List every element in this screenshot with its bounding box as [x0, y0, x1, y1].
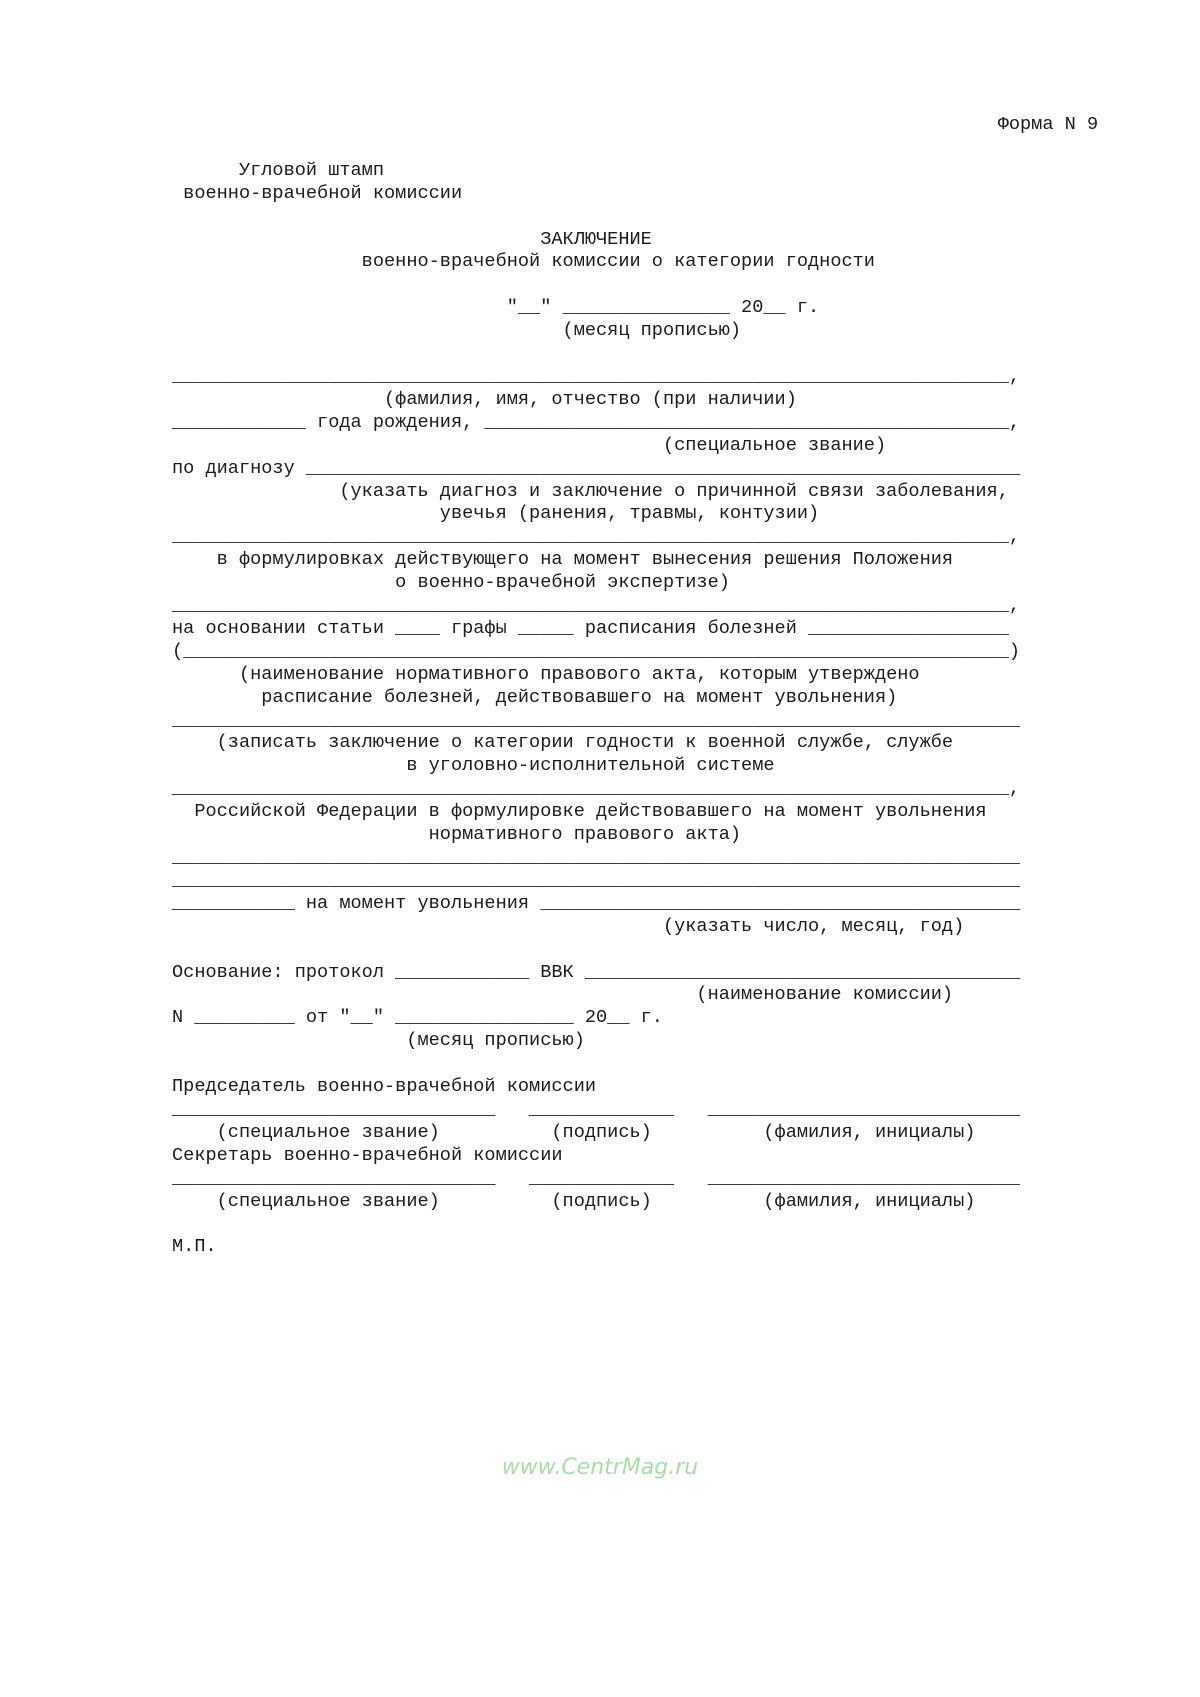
form-n9-text: Форма N 9 Угловой штамп военно-врачебной комиссии ЗАКЛЮЧЕНИЕ военно-врачебной комиссии о категории годности "__" _______________ 20__ г. (месяц прописью) ___________________________________________________________________________, (фамилия, имя, отчество (при наличии) ____________ года рождения, _______________________________________________, (специальное звание) по диагнозу ________________________________________________________________ (указать диагноз и заключение о причинной связи заболевания, увечья (ранения, травмы, контузии) ___________________________________________________________________________, в формулировках действующего на момент вынесения решения Положения о военно-врачебной экспертизе) ___________________________________________________________________________, на основании статьи ____ графы _____ расписания болезней __________________ (__________________________________________________________________________) (наименование нормативного правового акта, которым утверждено расписание болезней, действовавшего на момент увольнения) ____________________________________________________________________________ (записать заключение о категории годности к военной службе, службе в уголовно-исполнительной системе ___________________________________________________________________________, Российской Федерации в формулировке действовавшего на момент увольнения нормативного правового акта) ____________________________________________________________________________ ____________________________________________________________________________ ___________ на момент увольнения ___________________________________________ (указать число, месяц, год) Основание: протокол ____________ ВВК _______________________________________ (наименование комиссии) N _________ от "__" ________________ 20__ г. (месяц прописью) Председатель военно-врачебной комиссии _____________________________ _____________ ____________________________ (специальное звание) (подпись) (фамилия, инициалы) Секретарь военно-врачебной комиссии _____________________________ _____________ ____________________________ (специальное звание) (подпись) (фамилия, инициалы) М.П. — [172, 114, 1099, 1258]
watermark: www.CentrMag.ru — [501, 1455, 699, 1480]
